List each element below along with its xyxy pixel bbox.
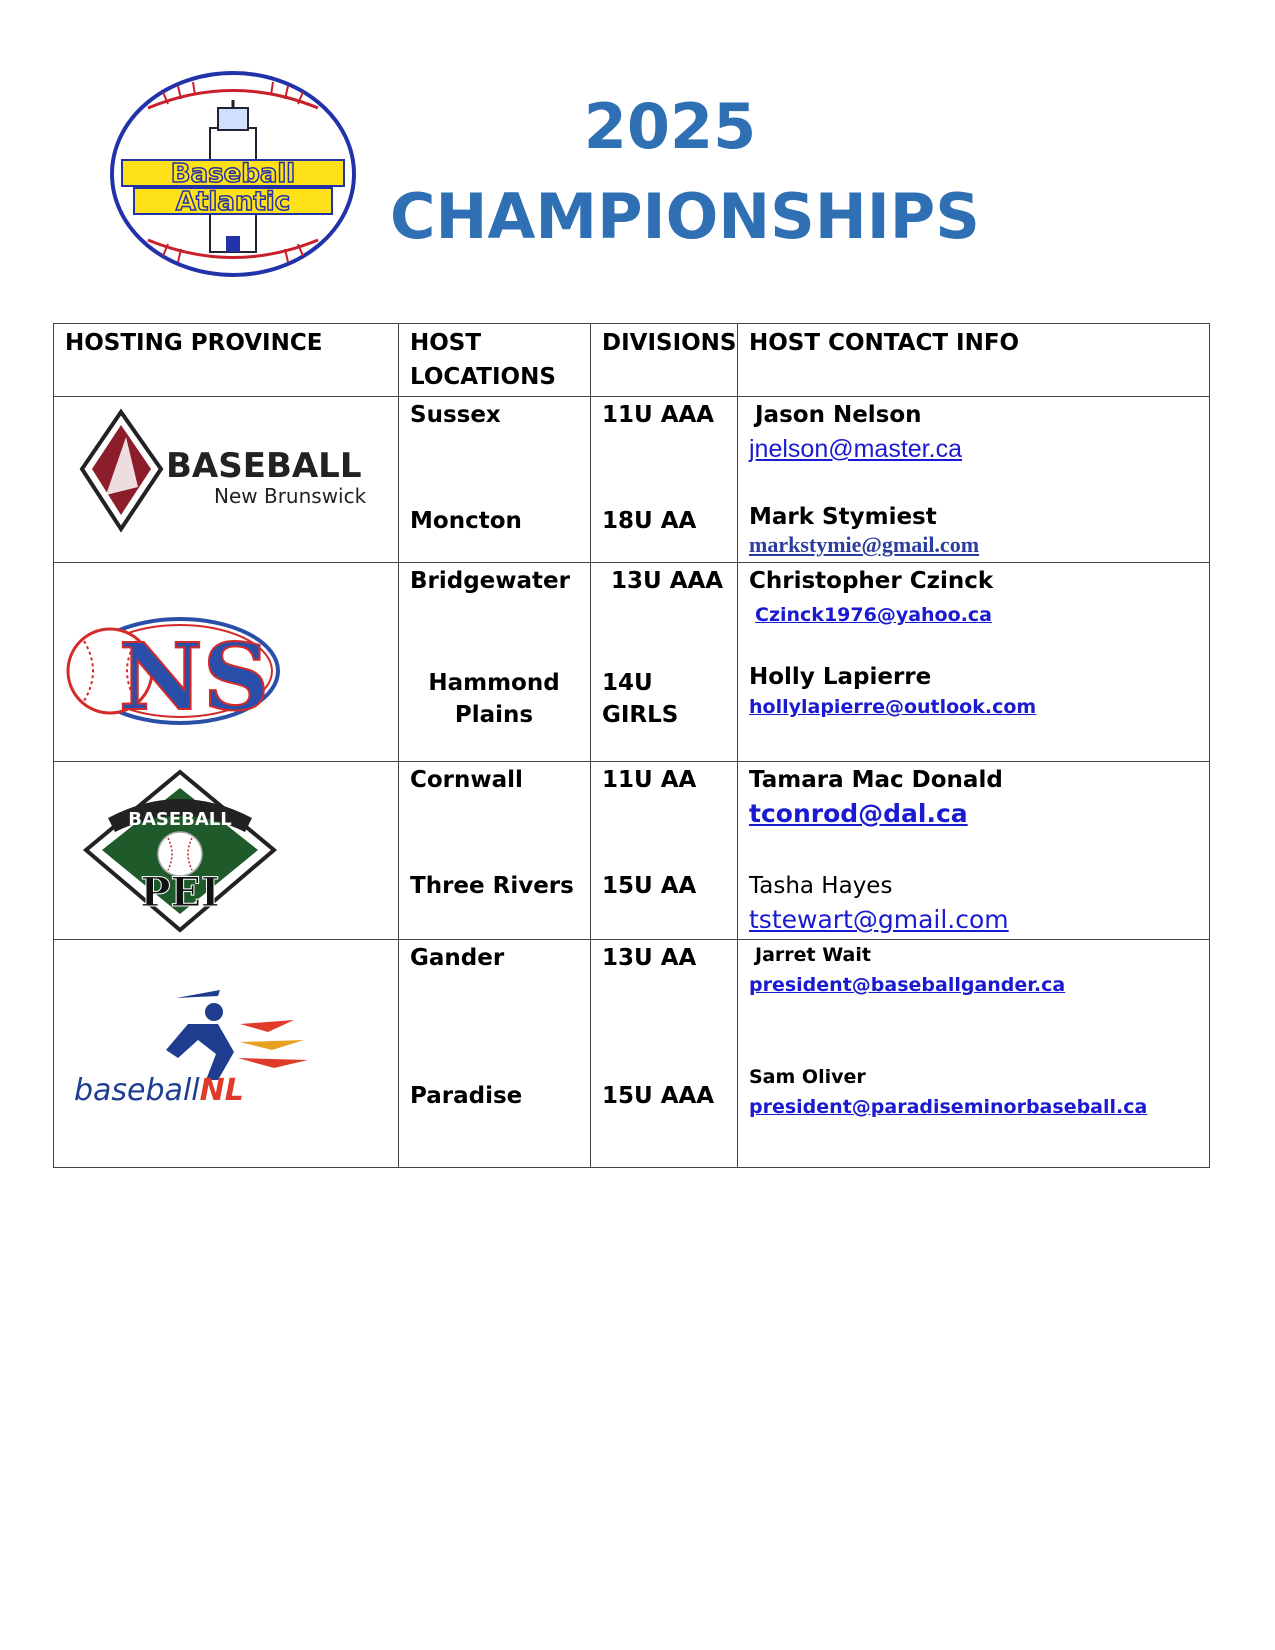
division-text: 15U AA (602, 873, 697, 899)
province-cell (54, 762, 399, 940)
contact-name: Tasha Hayes (749, 873, 893, 899)
division-text: 13U AA (602, 945, 697, 971)
province-cell (54, 397, 399, 563)
division-text: 18U AA (602, 508, 697, 534)
table-header-row (54, 324, 1210, 397)
contact-name: Sam Oliver (749, 1066, 866, 1088)
location-text: Bridgewater (410, 568, 570, 594)
contact-name: Holly Lapierre (749, 664, 932, 690)
contact-email-link[interactable]: Czinck1976@yahoo.ca (755, 604, 992, 626)
title-year: 2025 (583, 90, 757, 163)
contact-name: Mark Stymiest (749, 504, 937, 530)
contact-email-link[interactable]: markstymie@gmail.com (749, 532, 980, 557)
province-cell (54, 940, 399, 1168)
location-text: Cornwall (410, 767, 523, 793)
division-text: 11U AAA (602, 402, 715, 428)
baseball-nl-logo (68, 988, 318, 1108)
contact-name: Tamara Mac Donald (749, 767, 1003, 793)
col-header-province: HOSTING PROVINCE (54, 324, 399, 397)
contact-email-link[interactable]: tconrod@dal.ca (749, 799, 968, 828)
ns-logo-main: NS (118, 623, 270, 731)
col-header-locations: HOST LOCATIONS (399, 324, 591, 397)
pei-logo-main: PEI (140, 869, 220, 916)
location-text: Moncton (410, 508, 522, 534)
nb-logo-main: BASEBALL (166, 446, 362, 486)
division-text: 13U AAA (611, 568, 724, 594)
division-text: 14U GIRLS (602, 670, 679, 728)
division-text: 15U AAA (602, 1083, 715, 1109)
contact-email-link[interactable]: president@paradiseminorbaseball.ca (749, 1096, 1148, 1118)
pei-logo-top: BASEBALL (128, 809, 232, 830)
location-text: Paradise (410, 1083, 523, 1109)
table-row (54, 762, 1210, 940)
division-text: 11U AA (602, 767, 697, 793)
contact-email-link[interactable]: hollylapierre@outlook.com (749, 696, 1037, 718)
province-cell (54, 563, 399, 762)
location-text: Gander (410, 945, 505, 971)
baseball-pei-logo (80, 768, 280, 934)
page-title (390, 82, 980, 262)
title-word: CHAMPIONSHIPS (390, 180, 980, 253)
logo-text-atlantic: Atlantic (175, 187, 291, 217)
baseball-nb-logo (76, 407, 376, 537)
col-header-contact: HOST CONTACT INFO (738, 324, 1210, 397)
location-text: Sussex (410, 402, 501, 428)
championships-table (53, 323, 1210, 1168)
table-row (54, 940, 1210, 1168)
location-text: Three Rivers (410, 873, 574, 899)
baseball-atlantic-logo (108, 68, 358, 280)
nb-logo-sub: New Brunswick (214, 484, 367, 508)
contact-email-link[interactable]: jnelson@master.ca (749, 435, 962, 463)
baseball-ns-logo (62, 601, 282, 741)
table-row (54, 397, 1210, 563)
contact-name: Jason Nelson (755, 402, 922, 428)
contact-email-link[interactable]: tstewart@gmail.com (749, 905, 1009, 934)
logo-text-baseball: Baseball (170, 159, 296, 189)
contact-name: Christopher Czinck (749, 568, 994, 594)
nl-logo-main: baseballNL (74, 1073, 244, 1108)
col-header-divisions: DIVISIONS (591, 324, 738, 397)
contact-name: Jarret Wait (755, 944, 871, 966)
contact-email-link[interactable]: president@baseballgander.ca (749, 974, 1066, 996)
table-row (54, 563, 1210, 762)
location-text: Hammond Plains (428, 670, 560, 728)
